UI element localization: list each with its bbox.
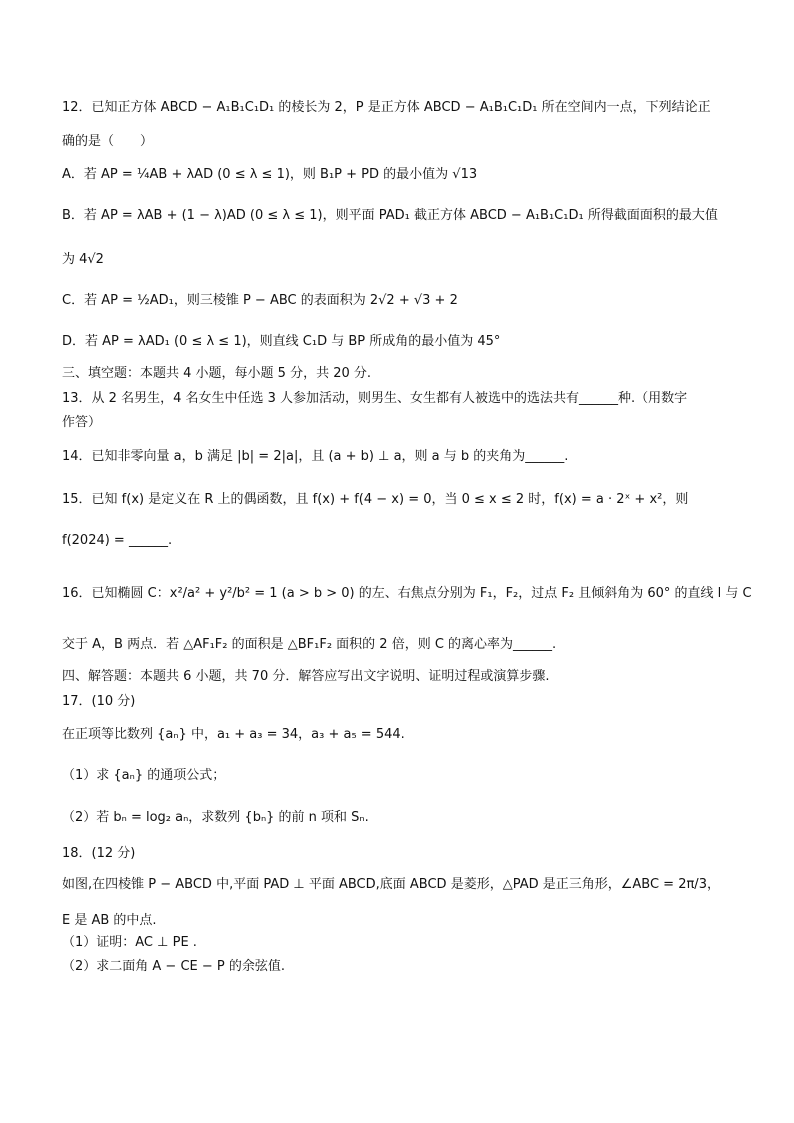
q12-option-c: C．若 AP = ½AD₁，则三棱锥 P − ABC 的表面积为 2√2 + √3 + 2 (62, 293, 458, 308)
section-4-heading: 四、解答题：本题共 6 小题，共 70 分．解答应写出文字说明、证明过程或演算步骤. (62, 669, 550, 684)
q12-stem: 12．已知正方体 ABCD − A₁B₁C₁D₁ 的棱长为 2，P 是正方体 ABCD − A₁B₁C₁D₁ 所在空间内一点，下列结论正 (62, 100, 711, 115)
q12-option-d: D．若 AP = λAD₁ (0 ≤ λ ≤ 1)，则直线 C₁D 与 BP 所成角的最小值为 45° (62, 334, 501, 349)
q13-stem-cont: 作答） (62, 415, 102, 430)
q18-part-1: （1）证明：AC ⊥ PE . (62, 935, 197, 950)
q18-part-2: （2）求二面角 A − CE − P 的余弦值. (62, 959, 286, 974)
q17-stem: 在正项等比数列 {aₙ} 中，a₁ + a₃ = 34，a₃ + a₅ = 544. (62, 727, 405, 742)
q17-part-2: （2）若 bₙ = log₂ aₙ，求数列 {bₙ} 的前 n 项和 Sₙ. (62, 810, 369, 825)
q17-header: 17．(10 分) (62, 694, 136, 709)
q17-part-1: （1）求 {aₙ} 的通项公式； (62, 768, 226, 783)
q18-stem: 如图,在四棱锥 P − ABCD 中,平面 PAD ⊥ 平面 ABCD,底面 ABCD 是菱形，△PAD 是正三角形，∠ABC = 2π/3， (62, 877, 720, 892)
q16-stem-cont: 交于 A，B 两点．若 △AF₁F₂ 的面积是 △BF₁F₂ 面积的 2 倍，则 C 的离心率为______. (62, 637, 557, 652)
q12-stem-cont: 确的是（ ） (62, 134, 154, 149)
q12-option-b-cont: 为 4√2 (62, 252, 104, 267)
q18-header: 18．(12 分) (62, 846, 136, 861)
q12-option-a: A．若 AP = ¼AB + λAD (0 ≤ λ ≤ 1)，则 B₁P + PD 的最小值为 √13 (62, 167, 478, 182)
q13-stem: 13．从 2 名男生，4 名女生中任选 3 人参加活动，则男生、女生都有人被选中的选法共有______种.（用数字 (62, 391, 688, 406)
q14-stem: 14．已知非零向量 a，b 满足 |b| = 2|a|，且 (a + b) ⊥ a，则 a 与 b 的夹角为______. (62, 449, 569, 464)
q18-stem-cont: E 是 AB 的中点. (62, 913, 157, 928)
q12-option-b: B．若 AP = λAB + (1 − λ)AD (0 ≤ λ ≤ 1)，则平面 PAD₁ 截正方体 ABCD − A₁B₁C₁D₁ 所得截面面积的最大值 (62, 208, 718, 223)
q16-stem: 16．已知椭圆 C：x²/a² + y²/b² = 1 (a > b > 0) 的左、右焦点分别为 F₁，F₂，过点 F₂ 且倾斜角为 60° 的直线 l 与 C (62, 586, 752, 601)
q15-stem: 15．已知 f(x) 是定义在 R 上的偶函数，且 f(x) + f(4 − x) = 0，当 0 ≤ x ≤ 2 时，f(x) = a · 2ˣ + x²，则 (62, 492, 689, 507)
q15-stem-cont: f(2024) = ______. (62, 533, 173, 548)
section-3-heading: 三、填空题：本题共 4 小题，每小题 5 分，共 20 分. (62, 366, 372, 381)
